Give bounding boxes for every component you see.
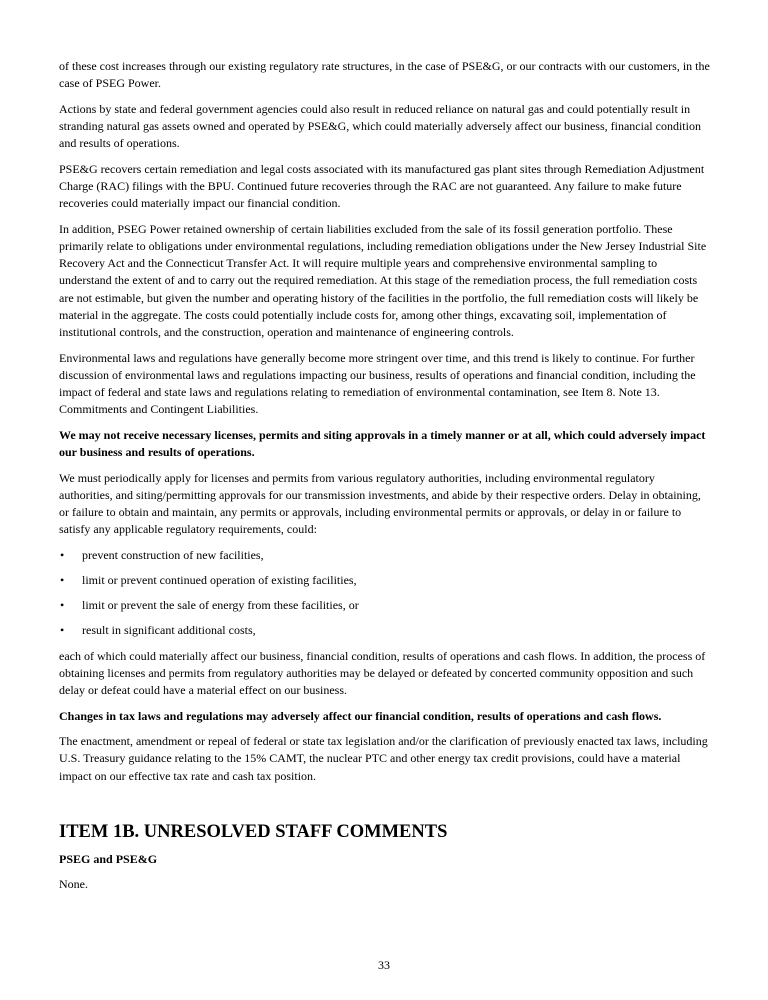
bullet-text: result in significant additional costs, — [82, 623, 256, 638]
section-body-none: None. — [59, 877, 88, 892]
paragraph-material-effect: each of which could materially affect our business, financial condition, results of operations and cash flows. In addition, the process of obtaining licenses and permits from regulatory authorities may be delayed or defeated by concerted community opposition and such delay or defeat could have a material effect on our business. — [59, 648, 706, 698]
section-subheading-entities: PSEG and PSE&G — [59, 851, 158, 866]
paragraph-cost-increases: of these cost increases through our existing regulatory rate structures, in the case of PSE&G, or our contracts with our customers, in the case of PSEG Power. — [59, 59, 710, 91]
consequence-bullet-list — [59, 547, 711, 640]
paragraph-permits-apply: We must periodically apply for licenses and permits from various regulatory authorities, including environmental regulatory authorities, and siting/permitting approvals for our transmission investments, and abide by their respective orders. Delay in obtaining, or failure to obtain and maintain, any permits or approvals, including environmental permits or approvals, or delay in or failure to satisfy any applicable regulatory requirements, could: — [59, 470, 701, 537]
paragraph-rac-recovery: PSE&G recovers certain remediation and legal costs associated with its manufactured gas plant sites through Remediation Adjustment Charge (RAC) filings with the BPU. Continued future recoveries through the RAC are not guaranteed. Any failure to make future recoveries could materially impact our financial condition. — [59, 161, 705, 211]
risk-heading-licenses-permits: We may not receive necessary licenses, permits and siting approvals in a timely manner or at all, which could adversely impact our business and results of operations. — [59, 427, 706, 460]
paragraph-environmental-laws: Environmental laws and regulations have generally become more stringent over time, and this trend is likely to continue. For further discussion of environmental laws and regulations impacting our business, results of operations and financial condition, including the impact of federal and state laws and regulations relating to remediation of environmental contamination, see Item 8. Note 13. Commitments and Contingent Liabilities. — [59, 350, 696, 417]
bullet-text: limit or prevent continued operation of existing facilities, — [82, 573, 357, 588]
section-heading-item-1b: ITEM 1B. UNRESOLVED STAFF COMMENTS — [59, 821, 448, 842]
list-item — [59, 572, 711, 589]
paragraph-pseg-power-liabilities: In addition, PSEG Power retained ownership of certain liabilities excluded from the sale of its fossil generation portfolio. These primarily relate to obligations under environmental regulations, including remediation obligations under the New Jersey Industrial Site Recovery Act and the Connecticut Transfer Act. It will require multiple years and comprehensive environmental sampling to understand the extent of and to carry out the required remediation. At this stage of the remediation process, the full remediation costs are not estimable, but given the number and operating history of the facilities in the portfolio, the full remediation costs will likely be material in the aggregate. The costs could potentially include costs for, among other things, excavating soil, implementation of institutional controls, and the construction, operation and maintenance of engineering controls. — [59, 221, 707, 340]
bullet-icon: • — [60, 573, 65, 588]
page-number: 33 — [378, 958, 390, 972]
risk-heading-tax-laws: Changes in tax laws and regulations may adversely affect our financial condition, results of operations and cash flows. — [59, 708, 662, 723]
bullet-icon: • — [60, 547, 65, 562]
bullet-icon: • — [60, 598, 65, 613]
paragraph-tax-legislation: The enactment, amendment or repeal of federal or state tax legislation and/or the clarification of previously enacted tax laws, including U.S. Treasury guidance relating to the 15% CAMT, the nuclear PTC and other energy tax credit provisions, could have a material impact on our effective tax rate and cash tax position. — [59, 734, 708, 783]
list-item — [59, 622, 711, 639]
paragraph-natural-gas-reliance: Actions by state and federal government agencies could also result in reduced reliance on natural gas and could potentially result in stranding natural gas assets owned and operated by PSE&G, which could materially adversely affect our business, financial condition and results of operations. — [59, 101, 701, 151]
list-item — [59, 547, 711, 564]
bullet-text: prevent construction of new facilities, — [82, 547, 264, 562]
bullet-text: limit or prevent the sale of energy from these facilities, or — [82, 598, 359, 613]
page-content — [59, 58, 711, 902]
list-item — [59, 597, 711, 614]
bullet-icon: • — [60, 623, 65, 638]
